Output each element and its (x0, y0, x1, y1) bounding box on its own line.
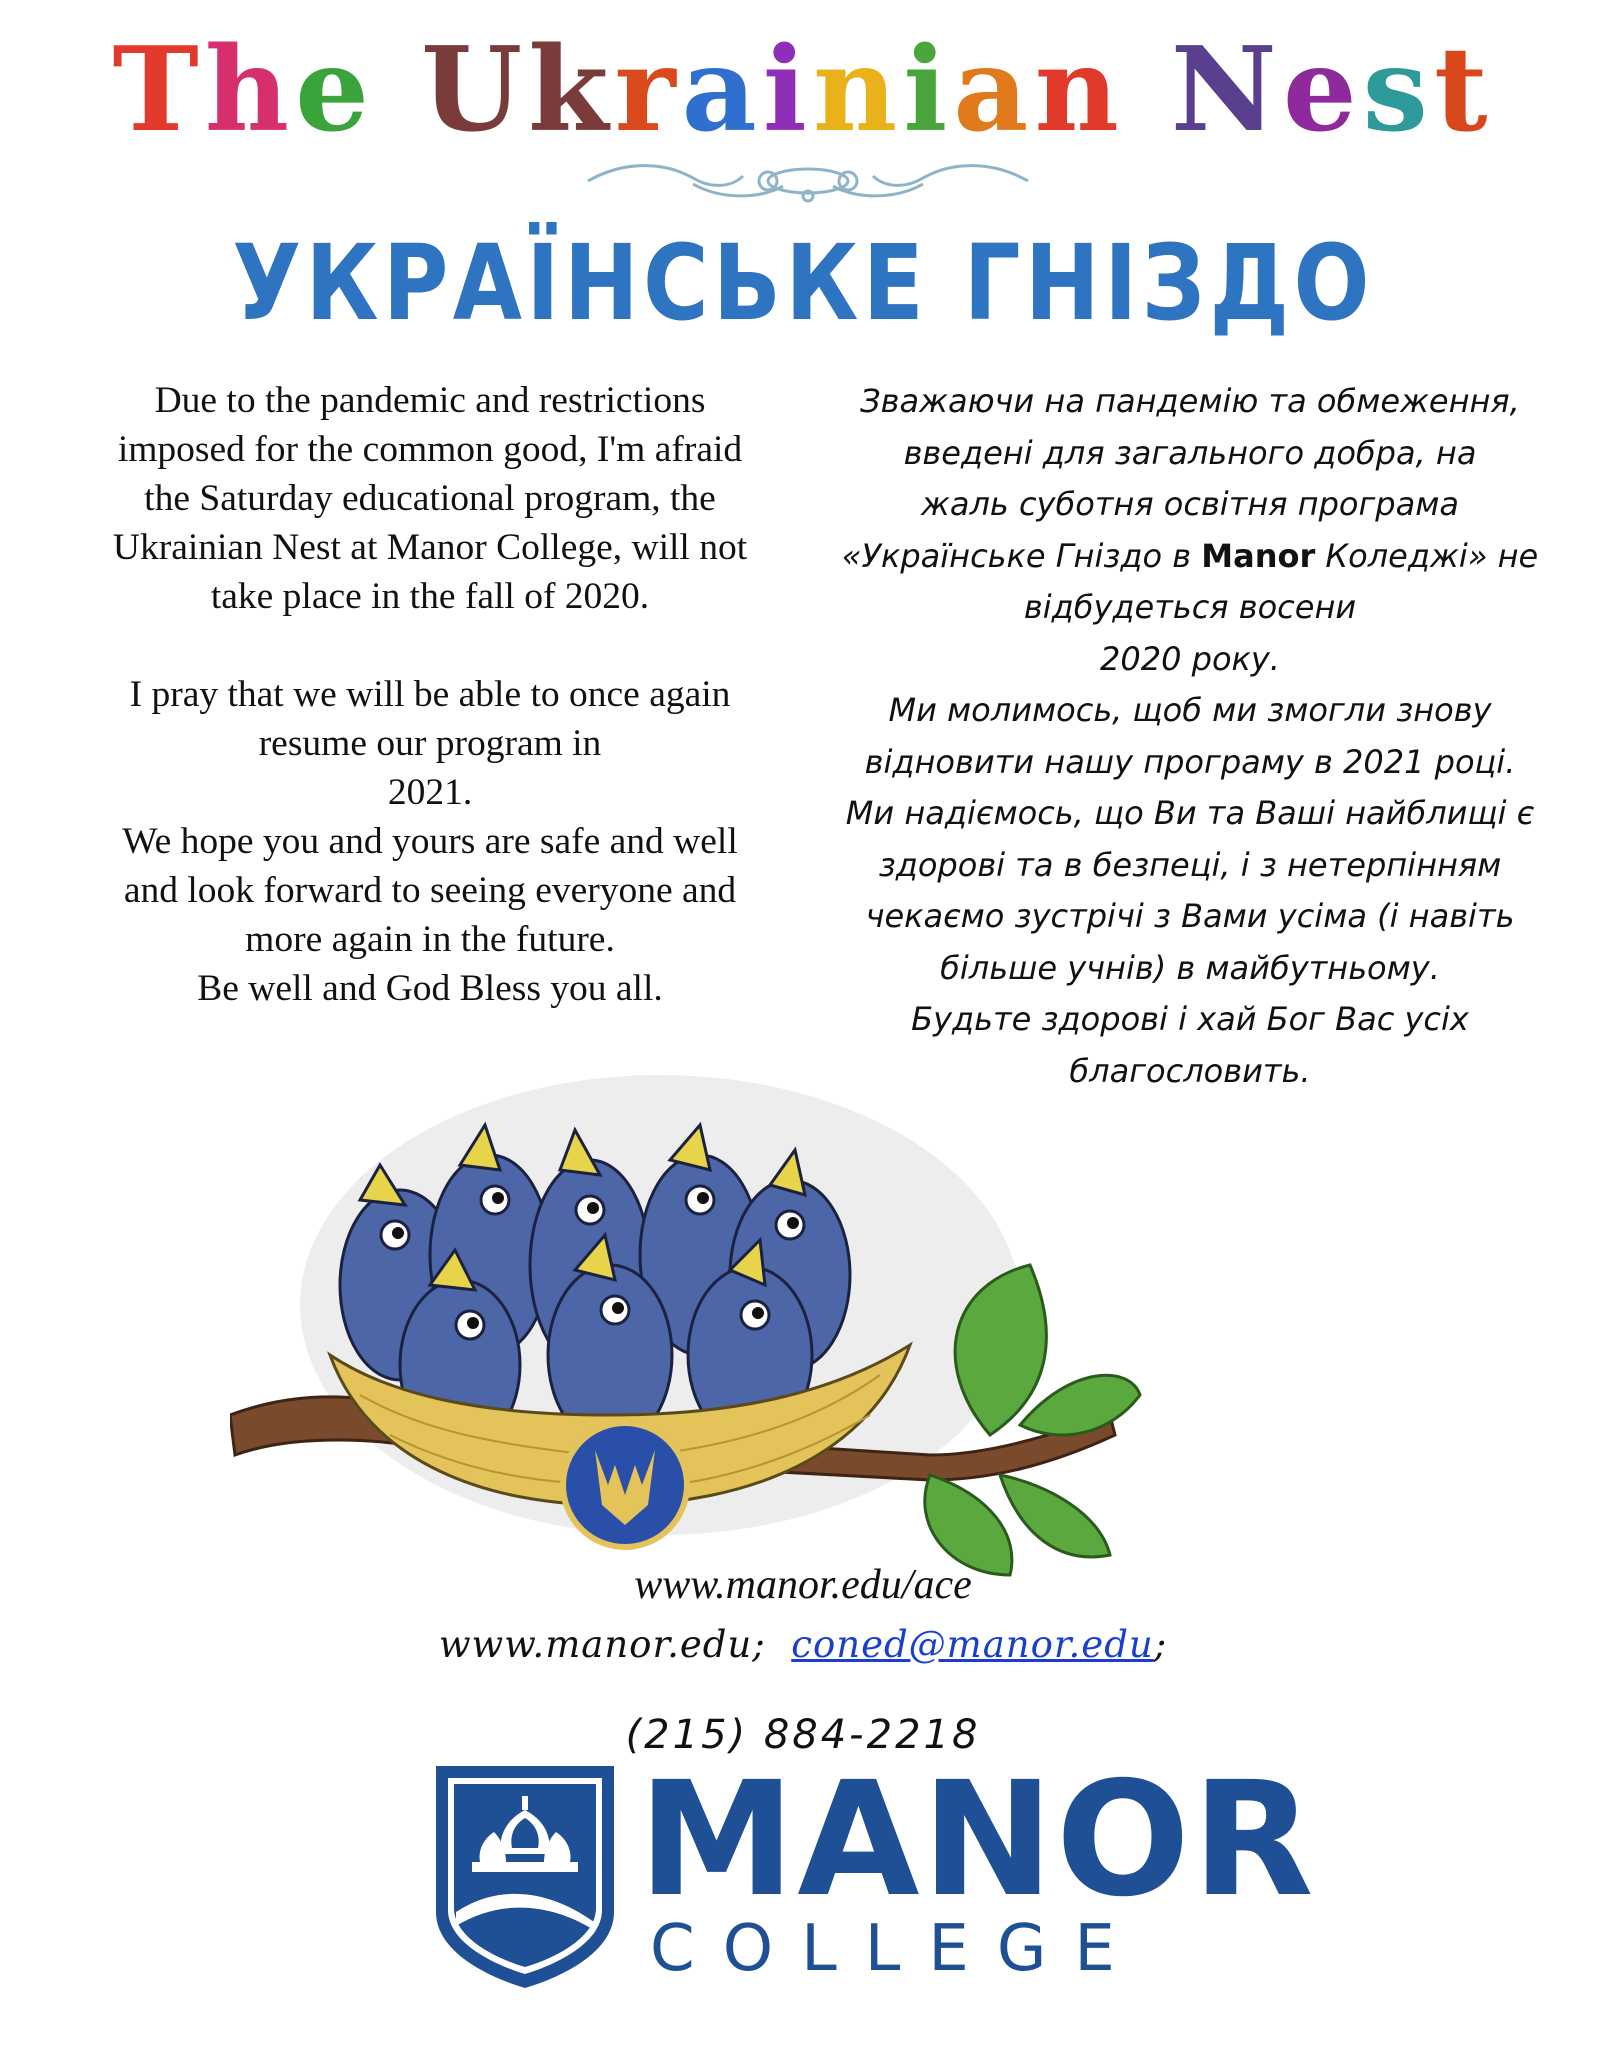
title-letter: i (762, 22, 813, 158)
text-line: imposed for the common good, I'm afraid (117, 429, 743, 470)
title-english (0, 20, 1606, 160)
text-line-blank (60, 621, 800, 670)
text-line: благословить. (1069, 1051, 1311, 1090)
text-line: Be well and God Bless you all. (197, 968, 663, 1009)
title-letter: s (1362, 22, 1434, 158)
text-line: 2020 року. (1100, 639, 1280, 678)
title-letter: i (903, 22, 954, 158)
text-line: відбудеться восени (1023, 588, 1357, 626)
nest-illustration (230, 1035, 1150, 1605)
text-line: more again in the future. (245, 919, 615, 960)
text-line: I pray that we will be able to once again (129, 674, 731, 715)
text-line: Ми надіємось, що Ви та Ваші найблищі є (845, 794, 1535, 832)
title-letter: N (1170, 22, 1283, 158)
text-line: Due to the pandemic and restrictions (154, 380, 706, 421)
text-line: take place in the fall of 2020. (210, 576, 650, 617)
title-letter: e (295, 22, 375, 158)
title-ukrainian: УКРАЇНСЬКЕ ГНІЗДО (232, 222, 1374, 344)
text-line: більше учнів) в майбутньому. (940, 948, 1440, 987)
text-segment: Коледжі» не (1315, 536, 1539, 575)
text-line: Будьте здорові і хай Бог Вас усіх (911, 1000, 1469, 1038)
manor-shield-logo-icon (432, 1762, 618, 1992)
text-line: resume our program in (258, 723, 602, 764)
title-letter: T (112, 22, 205, 158)
text-line: жаль суботня освітня програма (921, 485, 1459, 523)
text-line: Ми молимось, щоб ми змогли знову (888, 691, 1492, 729)
website-link[interactable]: www.manor.edu; (438, 1623, 766, 1666)
title-letter: n (812, 22, 904, 158)
logo-manor-text: MANOR (638, 1748, 1316, 1932)
text-line (790, 531, 1590, 583)
manor-word-inline: Manor (1201, 536, 1316, 575)
title-letter: r (614, 22, 682, 158)
text-segment: «Українське Гніздо в (841, 536, 1202, 575)
text-line: здорові та в безпеці, і з нетерпінням (878, 845, 1502, 884)
text-line: введені для загального добра, на (903, 433, 1477, 472)
ukrainian-message (790, 376, 1590, 1097)
text-line: чекаємо зустрічі з Вами усіма (і навіть (865, 897, 1515, 935)
text-line: 2021. (387, 772, 473, 813)
logo-college-text: COLLEGE (650, 1912, 1143, 1986)
email-link[interactable]: coned@manor.edu (791, 1623, 1154, 1666)
email-suffix: ; (1153, 1623, 1168, 1666)
text-line: Зважаючи на пандемію та обмеження, (860, 382, 1520, 420)
title-letter: t (1433, 22, 1494, 158)
flourish-divider (583, 156, 1033, 206)
text-line: відновити нашу програму в 2021 році. (864, 742, 1516, 781)
text-line: the Saturday educational program, the (144, 478, 716, 519)
title-letter: n (1034, 22, 1125, 158)
contact-line (0, 1620, 1606, 1670)
title-letter: h (204, 22, 296, 158)
text-line: We hope you and yours are safe and well (122, 821, 738, 862)
text-line: Ukrainian Nest at Manor College, will not (112, 527, 748, 568)
english-message (60, 376, 800, 1013)
title-letter: a (953, 22, 1035, 158)
trident-emblem-icon (563, 1423, 687, 1547)
title-letter: U (420, 22, 529, 158)
website-ace-link[interactable]: www.manor.edu/ace (634, 1562, 972, 1608)
title-letter: e (1282, 22, 1363, 158)
title-letter: k (528, 22, 615, 158)
phone-number: (215) 884-2218 (625, 1712, 981, 1758)
title-letter: a (681, 22, 763, 158)
text-line: and look forward to seeing everyone and (123, 870, 737, 911)
